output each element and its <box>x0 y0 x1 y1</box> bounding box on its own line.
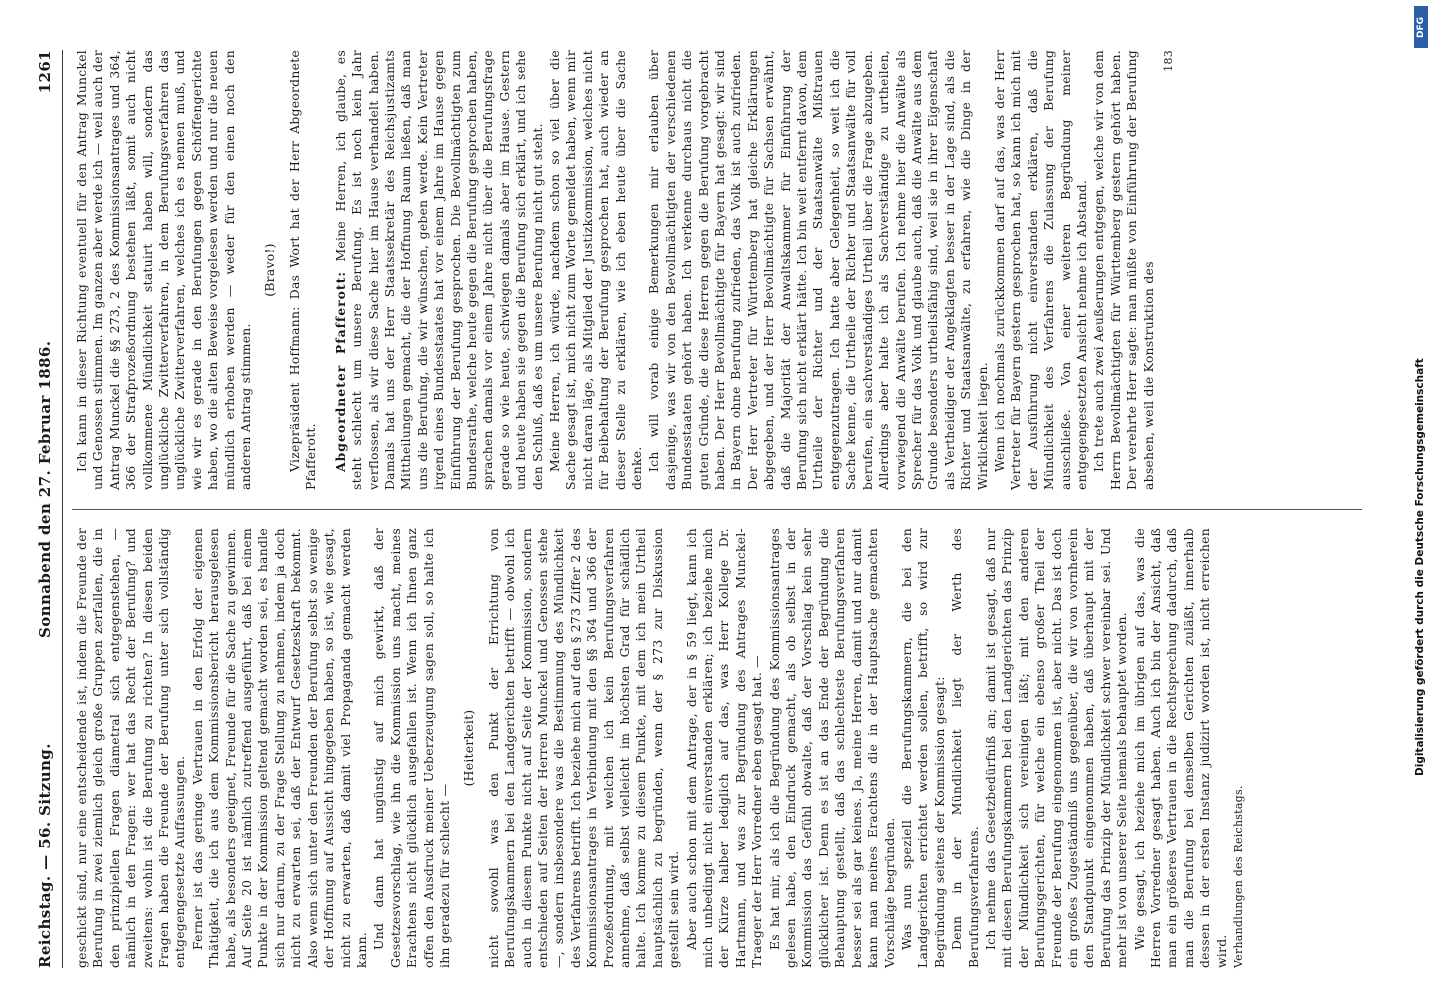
page-header <box>36 50 60 968</box>
speaker-name: Abgeordneter Pfafferott: <box>332 271 348 472</box>
paragraph: Es hat mir, als ich die Begründung des Kommissionsantrages gelesen habe, den Eindruck gemacht, als ob selbst in der Kommission das Gefühl obwalte, daß der Vorschlag kein sehr glücklicher ist. Denn es ist an das Ende der Begründung die Behauptung gestellt, daß das schlechteste Berufungsverfahren besser sei als gar keines. Ja, meine Herren, damit und nur damit kann man meines Erachtens die in der Hauptsache gemachten Vorschläge begründen. <box>766 528 897 968</box>
left-column <box>74 528 1248 968</box>
paragraph: nicht sowohl was den Punkt der Errichtung von Berufungskammern bei den Landgerichten betrifft — obwohl ich auch in diesem Punkte nicht auf Seite der Kommission, sondern entschieden auf Seiten der Herren Munckel und Genossen stehe —, sondern insbesondere was die Bestimmung des Mündlichkeit des Verfahrens betrifft. Ich beziehe mich auf den § 273 Ziffer 2 des Kommissionsantrages in Verbindung mit den §§ 364 und 366 der Prozeßordnung, mit welchen ich kein Berufungsverfahren annehme, daß selbst vielleicht im höchsten Grad für schädlich halte. Ich komme zu diesem Punkte, mit dem ich mein Urtheil hauptsächlich zu begründen, wenn der § 273 zur Diskussion gestellt sein wird. <box>485 528 682 968</box>
paragraph: Denn in der Mündlichkeit liegt der Werth des Berufungsverfahrens. <box>949 528 981 968</box>
speaker-paragraph <box>333 50 546 490</box>
paragraph: Meine Herren, ich würde, nachdem schon so viel über die Sache gesagt ist, mich nicht zum Worte gemeldet haben, wenn mir nicht daran läge, als Mitglied der Justizkommission, welches nicht für Beibehaltung der Berufung gesprochen hat, auch wieder an dieser Stelle zu erklären, wie ich eben heute über die Sache denke. <box>546 50 644 490</box>
paragraph: Aber auch schon mit dem Antrage, der in § 59 liegt, kann ich mich unbedingt nicht einverstanden erklären; ich beziehe mich der Kürze halber lediglich auf das, was Herr Kollege Dr. Hartmann, und was zur Begründung des Antrages Munckel-Traeger der Herr Vorredner eben gesagt hat. — <box>683 528 765 968</box>
paragraph: Was nun speziell die Berufungskammern, die bei den Landgerichten errichtet werden sollen, betrifft, so wird zur Begründung seitens der Kommission gesagt: <box>898 528 947 968</box>
digitization-strip <box>1408 0 1432 1000</box>
header-date: Sonnabend den 27. Februar 1886. <box>36 340 54 638</box>
column-divider <box>72 509 1362 510</box>
stage-direction: (Heiterkeit) <box>461 709 477 787</box>
dfg-logo: DFG <box>1414 6 1428 48</box>
header-rule <box>62 50 63 968</box>
scanned-page <box>8 0 1406 1000</box>
paragraph: Wie gesagt, ich beziehe mich im übrigen auf das, was die Herren Vorredner gesagt haben. Auch ich bin der Ansicht, daß man ein größeres Vertrauen in die Rechtsprechung dadurch, daß man die Berufung bei denselben Gerichten zuläßt, innerhalb dessen in der ersten Instanz judizirt worden ist, nicht erreichen wird. <box>1131 528 1229 968</box>
paragraph: Ferner ist das geringe Vertrauen in den Erfolg der eigenen Thätigkeit, die ich aus dem Kommissionsbericht herausgelesen habe, als besonders geeignet, Freunde für die Sache zu gewinnen. Auf Seite 20 ist nämlich zutreffend ausgeführt, daß bei einem Punkte in der Kommission geltend gemacht worden sei, es handle sich nur darum, zu der Frage Stellung zu nehmen, indem ja doch nicht zu erwarten sei, daß der Entwurf Gesetzeskraft bekommt. Also wenn sich unter den Freunden der Berufung selbst so wenige der Hoffnung auf Aussicht hingegeben haben, so ist, wie gesagt, nicht zu erwarten, daß damit viel Propaganda gemacht werden kann. <box>189 528 369 968</box>
sheet-mark: 183 <box>1162 50 1175 72</box>
paragraph: Ich nehme das Gesetzbedürfniß an; damit ist gesagt, daß nur mit diesen Berufungskammern bei den Landgerichten das Prinzip der Mündlichkeit sich vereinigen läßt; mit den anderen Berufungsgerichten, für welche ein ebenso großer Theil der Freunde der Berufung eingenommen ist, aber nicht. Das ist doch ein großes Zugeständniß uns gegenüber, die wir von vornherein den Standpunkt eingenommen haben, daß überhaupt mit der Berufung das Prinzip der Mündlichkeit schwer vereinbar sei. Und mehr ist von unserer Seite niemals behauptet worden. <box>982 528 1130 968</box>
paragraph: Wenn ich nochmals zurückkommen darf auf das, was der Herr Vertreter für Bayern gestern gesprochen hat, so kann ich mich mit der Ausführung nicht einverstanden erklären, daß die Mündlichkeit des Verfahrens die Zulassung der Berufung ausschließe. Von einer weiteren Begründung meiner entgegengesetzten Ansicht nehme ich Abstand. <box>991 50 1089 490</box>
digitization-note: Digitalisierung gefördert durch die Deutsche Forschungsgemeinschaft <box>1414 358 1426 776</box>
page-footer: Verhandlungen des Reichstags. <box>1232 785 1246 968</box>
header-session: Reichstag. — 56. Sitzung. <box>36 743 54 968</box>
paragraph: Ich trete auch zwei Aeußerungen entgegen, welche wir von dem Herrn Bevollmächtigten für Württemberg gestern gehört haben. Der verehrte Herr sagte: man müßte von Einführung der Berufung absehen, weil die Konstruktion des <box>1091 50 1156 490</box>
paragraph: geschickt sind, nur eine entscheidende ist, indem die Freunde der Berufung in zwei ziemlich gleich große Gruppen zerfallen, die in den prinzipiellen Fragen diametral sich entgegenstehen, — nämlich in den Fragen: wer hat das Recht der Berufung? und zweitens: wohin ist die Berufung zu richten? In diesen beiden Fragen haben die Freunde der Berufung unter sich vollständig entgegengesetzte Auffassungen. <box>74 528 188 968</box>
rotated-page-content <box>8 20 1404 1000</box>
paragraph: Ich kann in dieser Richtung eventuell für den Antrag Munckel und Genossen stimmen. Im ganzen aber werde ich — weil auch der Antrag Munckel die §§ 273, 2 des Kommissionsantrages und 364, 366 der Strafprozeßordnung bestehen läßt, somit auch nicht vollkommene Mündlichkeit statuirt haben will, sondern das unglückliche Zwitterverfahren, in dem Berufungsverfahren das unglückliche Zwitterverfahren, welches ich es nennen muß, und wie wir es gerade in den Berufungen gegen Schöffengerichte haben, wo die alten Beweise vorgelesen werden und nur die neuen mündlich erhoben werden — weder für den einen noch den anderen Antrag stimmen. <box>74 50 254 490</box>
vice-president-line: Vizepräsident Hoffmann: Das Wort hat der Herr Abgeordnete Pfafferott. <box>286 50 319 490</box>
stage-direction: (Bravo!) <box>262 243 278 297</box>
paragraph: Ich will vorab einige Bemerkungen mir erlauben über dasjenige, was wir von den Bevollmächtigten der verschiedenen Bundesstaaten gehört haben. Ich verkenne durchaus nicht die guten Gründe, die diese Herren gegen die Berufung vorgebracht haben. Der Herr Bevollmächtigte für Bayern hat gesagt: wir sind in Bayern ohne Berufung zufrieden, das Volk ist auch zufrieden. Der Herr Vertreter für Württemberg hat gleiche Erklärungen abgegeben, und der Herr Bevollmächtigte für Sachsen erwähnt, daß die Majorität der Anwaltskammer für Einführung der Berufung sich nicht erklärt hätte. Ich bin weit entfernt davon, dem Urtheile der Richter und der Staatsanwälte Mißtrauen entgegenzutragen. Ich hatte aber Gelegenheit, so weit ich die Sache kenne, die Urtheile der Richter und Staatsanwälte für voll berufen, ein sachverständiges Urtheil über die Frage abzugeben. Allerdings aber halte ich als Sachverständige zu urtheilen, vorwiegend die Anwälte berufen. Ich nehme hier die Anwälte als Sprecher für das Volk und glaube auch, daß die Anwälte aus dem Grunde besonders urtheilsfähig sind, weil sie in ihrer Eigenschaft als Vertheidiger der Angeklagten besser in der Lage sind, als die Richter und Staatsanwälte, zu erfahren, wie die Dinge in der Wirklichkeit liegen. <box>646 50 990 490</box>
paragraph: Und dann hat ungünstig auf mich gewirkt, daß der Gesetzesvorschlag, wie ihn die Kommission uns macht, meines Erachtens nicht glücklich ausgefallen ist. Wenn ich Ihnen ganz offen den Ausdruck meiner Ueberzeugung sagen soll, so halte ich ihn geradezu für schlecht — <box>371 528 452 968</box>
paragraph-text: Meine Herren, ich glaube, es steht schlecht um unsere Berufung. Es ist noch kein Jahr verflossen, als wir diese Sache hier im Hause verhandelt haben. Damals hat uns der Herr Staatssekretär des Reichsjustizamts Mittheilungen gemacht, die der Hoffnung Raum ließen, daß man uns die Berufung, die wir wünschen, geben werde. Kein Vertreter irgend eines Bundesstaates hat vor einem Jahre im Hause gegen Einführung der Berufung gesprochen. Die Bevollmächtigten zum Bundesrathe, welche heute gegen die Berufung gesprochen haben, sprachen damals vor einem Jahre nicht über die Berufungsfrage gerade so wie heute, schwiegen damals aber im Hause. Gestern und heute haben sie gegen die Berufung sich erklärt, und ich sehe den Schluß, daß es um unsere Berufung nicht gut steht. <box>332 49 545 490</box>
page-number: 1261 <box>36 50 54 94</box>
right-column <box>74 50 1178 490</box>
